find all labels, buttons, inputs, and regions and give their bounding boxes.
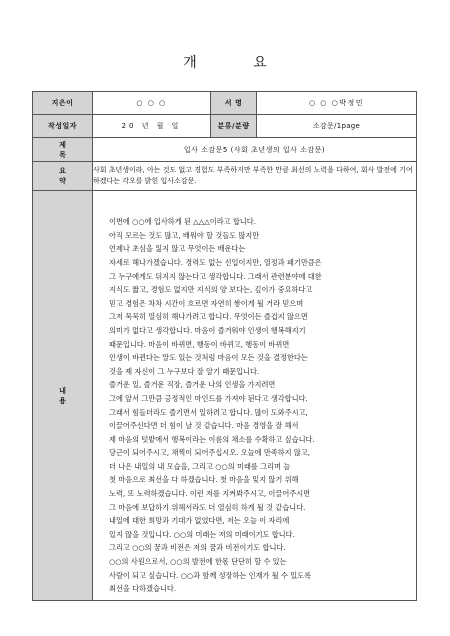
author-value: ○ ○ ○: [93, 92, 211, 115]
content-line: 이번에 ○○에 입사하게 된 △△△이라고 합니다.: [109, 217, 256, 227]
content-line: 노력, 또 노력하겠습니다. 이런 저를 지켜봐주시고, 이끌어주시면: [109, 489, 311, 499]
content-line: 더 나은 내일의 내 모습을, 그리고 ○○의 미래를 그리며 늘: [109, 461, 291, 471]
content-line: 믿고 경험은 차차 시간이 흐르면 자연히 쌓이게 될 거라 믿으며: [109, 298, 304, 308]
content-line: 그 마음에 보답하기 위해서라도 더 열심히 하게 될 것 같습니다.: [109, 502, 306, 512]
summary-form-table: [32, 91, 417, 601]
content-line: 제 마음의 텃밭에서 행복이라는 이름의 채소를 수확하고 싶습니다.: [109, 434, 315, 444]
page-title: 개 요: [183, 55, 293, 71]
content-body: [93, 191, 417, 601]
category-label: 분류/분량: [211, 115, 257, 138]
content-line: 그리고 ○○의 꿈과 비전은 저의 꿈과 비전이기도 합니다.: [109, 543, 286, 553]
content-line: 지식도 짧고, 경험도 없지만 지식의 양 보다는, 깊이가 중요하다고: [109, 285, 313, 295]
subject-row: [33, 138, 417, 162]
content-line: 그저 묵묵히 열심히 해나가려고 합니다. 무엇이든 즐겁지 않으면: [109, 312, 308, 322]
content-line: 이끌어주신다면 더 힘이 날 것 같습니다. 마음 경영을 잘 해서: [109, 421, 299, 431]
content-line: 사람이 되고 싶습니다. ○○과 함께 성장하는 인재가 될 수 있도록: [109, 570, 312, 580]
author-label: 지은이: [33, 92, 93, 115]
content-line: 아직 모르는 것도 많고, 배워야 할 것들도 많지만: [109, 230, 260, 240]
subject-value: 입사 소감문5 (사회 초년생의 입사 소감문): [93, 138, 417, 162]
content-line: 언제나 초심을 잃지 않고 무엇이든 배운다는: [109, 244, 246, 254]
content-text: [93, 195, 416, 596]
content-line: 즐거운 일, 즐거운 직장, 즐거운 나의 인생을 가지려면: [109, 380, 276, 390]
content-line: 있지 않을 것입니다. ○○의 미래는 저의 미래이기도 합니다.: [109, 529, 295, 539]
content-line: 때문입니다. 마음이 바뀌면, 행동이 바뀌고, 행동이 바뀌면: [109, 339, 290, 349]
content-line: 그 누구에게도 뒤지지 않는다고 생각합니다. 그래서 관련분야에 대한: [109, 271, 322, 281]
subject-label: 제 목: [33, 138, 93, 162]
content-line: 인생이 바뀐다는 말도 있는 것처럼 마음이 모든 것을 결정한다는: [109, 353, 308, 363]
date-label: 작성일자: [33, 115, 93, 138]
summary-value: 사회 초년생이라, 아는 것도 없고 경험도 부족하지만 부족한 만큼 최선의 노력을 다하여, 회사 발전에 기여하겠다는 각오를 밝힌 입사소감문.: [93, 162, 417, 191]
category-value: 소감문/1page: [257, 115, 417, 138]
content-line: 것을 제 자신이 그 누구보다 잘 알기 때문입니다.: [109, 366, 260, 376]
content-line: 자세로 해나가겠습니다. 경력도 없는 신입이지만, 열정과 패기만큼은: [109, 257, 322, 267]
content-row: [33, 191, 417, 601]
content-label: 내 용: [33, 191, 93, 601]
content-line: 당근이 되어주시고, 채찍이 되어주십시오. 오늘에 만족하지 않고,: [109, 448, 311, 458]
content-line: 내일에 대한 희망과 기대가 없었다면, 저는 오늘 이 자리에: [109, 516, 290, 526]
date-row: [33, 115, 417, 138]
seal-label: 서 명: [211, 92, 257, 115]
summary-row: [33, 162, 417, 191]
summary-label: 요 약: [33, 162, 93, 191]
seal-value: ○ ○ ○박정민: [257, 92, 417, 115]
content-line: 그래서 힘들더라도 즐기면서 일하려고 합니다. 많이 도와주시고,: [109, 407, 308, 417]
author-row: [33, 92, 417, 115]
content-line: ○○의 사원으로서, ○○의 발전에 한몫 단단히 할 수 있는: [109, 557, 287, 567]
content-line: 첫 마음으로 최선을 다 하겠습니다. 첫 마음을 잊지 않기 위해: [109, 475, 299, 485]
content-line: 의미가 없다고 생각합니다. 마음이 즐거워야 인생이 행복해지기: [109, 325, 306, 335]
content-line: 그에 앞서 그만큼 긍정적인 마인드를 가져야 된다고 생각합니다.: [109, 393, 308, 403]
date-value: 20 년 월 일: [93, 115, 211, 138]
content-line: 최선을 다하겠습니다.: [109, 584, 177, 594]
